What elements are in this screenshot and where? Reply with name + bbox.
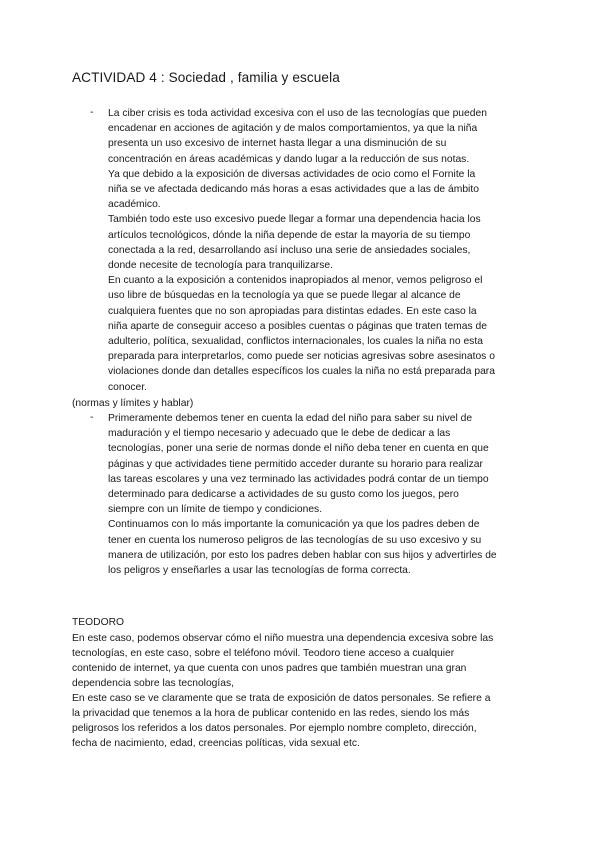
text-line: conectada a la red, desarrollando así incluso una serie de ansiedades sociales, [108, 244, 471, 256]
text-line: tecnologías, en este caso, sobre el teléfono móvil. Teodoro tiene acceso a cualquier [72, 648, 455, 659]
text-line: preparada para interpretarlos, como puede ser noticias agresivas sobre asesinatos o [108, 351, 495, 363]
text-line: manera de utilización, por esto los padres deben hablar con sus hijos y advertirles de [108, 549, 497, 561]
text-line: En cuanto a la exposición a contenidos inapropiados al menor, vemos peligroso el [108, 275, 483, 287]
text-line: presenta un uso excesivo de internet hasta llegar a una disminución de su [108, 138, 447, 150]
text-line: uso libre de búsquedas en la tecnología ya que se puede llegar al alcance de [108, 290, 461, 302]
text-line: Primeramente debemos tener en cuenta la edad del niño para saber su nivel de [108, 413, 473, 424]
paragraph-normas [108, 411, 538, 578]
text-line: dependencia sobre las tecnologías, [72, 678, 235, 689]
text-line: páginas y que actividades tiene permitido acceder durante su horario para realizar [108, 458, 483, 470]
text-line: concentración en áreas académicas y dando lugar a la reducción de sus notas. [108, 153, 470, 165]
text-line: adulterio, política, sexualidad, conflictos internacionales, los cuales la niña no esta [108, 336, 483, 348]
text-line: También todo este uso excesivo puede llegar a formar una dependencia hacia los [108, 214, 481, 226]
text-line: tener en cuenta los numeroso peligros de las tecnologías de su uso excesivo y su [108, 534, 482, 546]
text-line: En este caso, podemos observar cómo el niño muestra una dependencia excesiva sobre las [72, 633, 494, 644]
text-line: Continuamos con lo más importante la comunicación ya que los padres deben de [108, 519, 480, 531]
text-line: cualquiera fuentes que no son apropiadas para distintas edades. En este caso la [108, 305, 477, 317]
text-line: En este caso se ve claramente que se trata de exposición de datos personales. Se refiere a [72, 693, 491, 704]
text-line: niña se ve afectada dedicando más horas a esas actividades que a las de ámbito [108, 184, 479, 196]
norms-label: (normas y límites y hablar) [72, 398, 194, 409]
text-line: maduración y el tiempo necesario y adecuado que le debe de dedicar a las [108, 428, 451, 440]
bullet-dash: - [90, 411, 94, 423]
text-line: tecnologías, poner una serie de normas donde el niño deba tener en cuenta en que [108, 443, 489, 455]
text-line: los peligros y enseñarles a usar las tecnologías de forma correcta. [108, 565, 411, 577]
text-line: niña aparte de conseguir acceso a posibles cuentas o páginas que traten temas de [108, 320, 487, 332]
text-line: artículos tecnológicos, dónde la niña depende de estar la mayoría de su tiempo [108, 229, 471, 241]
page-title: ACTIVIDAD 4 : Sociedad , familia y escuela [72, 70, 340, 85]
text-line: contenido de internet, ya que cuenta con unos padres que también muestran una gran [72, 663, 467, 674]
text-line: la privacidad que tenemos a la hora de publicar contenido en las redes, siendo los más [72, 708, 470, 719]
text-line: siempre con un límite de tiempo y condiciones. [108, 504, 323, 516]
text-line: violaciones donde dan detalles específicos los cuales la niña no está preparada para [108, 366, 495, 378]
text-line: las tareas escolares y una vez terminado las actividades podrá contar de un tiempo [108, 473, 489, 485]
text-line: donde necesite de tecnología para tranquilizarse. [108, 260, 333, 272]
text-line: peligrosos los referidos a los datos personales. Por ejemplo nombre completo, dirección, [72, 723, 477, 734]
section-heading-teodoro: TEODORO [72, 617, 125, 628]
text-line: Ya que debido a la exposición de diversas actividades de ocio como el Fornite la [108, 168, 476, 180]
text-line: determinado para dedicarse a actividades de su gusto como los juegos, pero [108, 489, 459, 501]
paragraph-ciber-crisis [108, 106, 538, 395]
text-line: La ciber crisis es toda actividad excesiva con el uso de las tecnologías que pueden [108, 108, 487, 119]
text-line: conocer. [108, 381, 147, 393]
text-line: fecha de nacimiento, edad, creencias políticas, vida sexual etc. [72, 738, 360, 749]
bullet-dash: - [90, 106, 94, 118]
paragraph-teodoro [72, 631, 530, 751]
text-line: encadenar en acciones de agitación y de malos comportamientos, ya que la niña [108, 123, 478, 135]
text-line: académico. [108, 199, 161, 211]
